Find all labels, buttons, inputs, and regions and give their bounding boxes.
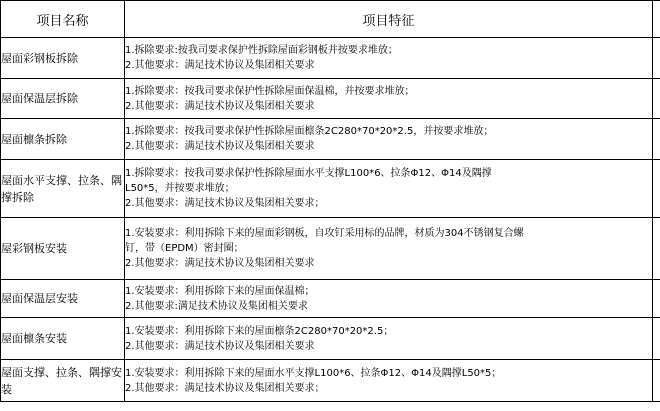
- item-name-cell[interactable]: 屋面檩条拆除: [1, 119, 125, 160]
- table-row: [1, 160, 660, 218]
- empty-cell[interactable]: [653, 79, 660, 119]
- table-row: [1, 38, 660, 79]
- item-feature-cell[interactable]: [125, 360, 653, 402]
- item-name-cell[interactable]: 屋面保温层拆除: [1, 79, 125, 119]
- item-feature-cell[interactable]: [125, 318, 653, 360]
- feature-line: 2.其他要求：满足技术协议及集团相关要求: [125, 60, 315, 71]
- item-feature-cell[interactable]: [125, 218, 653, 280]
- feature-line: 1.安装要求：利用拆除下来的屋面檩条2C280*70*20*2.5；: [125, 325, 394, 337]
- feature-line: 1.拆除要求：按我司要求保护性拆除屋面檩条2C280*70*20*2.5，并按要求堆放；: [125, 126, 494, 137]
- table-row: [1, 318, 660, 360]
- empty-cell[interactable]: [653, 160, 660, 218]
- empty-cell[interactable]: [653, 360, 660, 402]
- feature-line: 钉，带（EPDM）密封圈；: [125, 243, 244, 254]
- table-row: [1, 360, 660, 402]
- header-row: [1, 1, 660, 38]
- feature-line: 1.拆除要求：按我司要求保护性拆除屋面保温棉，并按要求堆放；: [125, 85, 415, 97]
- table-row: [1, 280, 660, 318]
- item-feature-cell[interactable]: [125, 119, 653, 160]
- feature-line: 2.其他要求：满足技术协议及集团相关要求: [125, 141, 315, 152]
- item-feature-cell[interactable]: [125, 79, 653, 119]
- item-feature-cell[interactable]: [125, 160, 653, 218]
- empty-cell[interactable]: [653, 1, 660, 38]
- table-row: [1, 119, 660, 160]
- table-row: [1, 218, 660, 280]
- feature-line: L50*5，并按要求堆放；: [125, 183, 235, 194]
- empty-cell[interactable]: [653, 318, 660, 360]
- item-name-cell[interactable]: 屋面彩钢板拆除: [1, 38, 125, 79]
- header-cell-name[interactable]: 项目名称: [1, 1, 125, 38]
- feature-line: 2.其他要求：满足技术协议及集团相关要求: [125, 340, 315, 352]
- feature-line: 1.安装要求：利用拆除下来的屋面彩钢板，自攻钉采用标的品牌，材质为304不锈钢复合螺: [125, 228, 524, 239]
- item-name-cell[interactable]: 屋面保温层安装: [1, 280, 125, 318]
- item-feature-cell[interactable]: [125, 38, 653, 79]
- table-row: [1, 79, 660, 119]
- feature-line: 2.其他要求：满足技术协议及集团相关要求；: [125, 382, 325, 394]
- feature-line: 1.安装要求：利用拆除下来的屋面保温棉；: [125, 285, 315, 297]
- feature-line: 2.其他要求：满足技术协议及集团相关要求: [125, 258, 315, 269]
- empty-cell[interactable]: [653, 119, 660, 160]
- item-name-cell[interactable]: 屋面支撑、拉条、隅撑安装: [1, 360, 125, 402]
- feature-line: 2.其他要求：满足技术协议及集团相关要求: [125, 100, 315, 112]
- header-cell-feature[interactable]: 项目特征: [125, 1, 653, 38]
- item-name-cell[interactable]: 屋面水平支撑、拉条、隅撑拆除: [1, 160, 125, 218]
- feature-line: 1.拆除要求:按我司要求保护性拆除屋面彩钢板并按要求堆放；: [125, 45, 398, 56]
- feature-line: 2.其他要求：满足技术协议及集团相关要求；: [125, 198, 325, 209]
- empty-cell[interactable]: [653, 280, 660, 318]
- feature-line: 1.拆除要求：按我司要求保护性拆除屋面水平支撑L100*6、拉条Φ12、Φ14及隅撑: [125, 168, 492, 179]
- feature-line: 1.安装要求：利用拆除下来的屋面水平支撑L100*6、拉条Φ12、Φ14及隅撑L50*5；: [125, 367, 502, 379]
- feature-line: 2.其他要求:满足技术协议及集团相关要求: [125, 300, 308, 312]
- item-feature-cell[interactable]: [125, 280, 653, 318]
- item-name-cell[interactable]: 屋面檩条安装: [1, 318, 125, 360]
- empty-cell[interactable]: [653, 38, 660, 79]
- empty-cell[interactable]: [653, 218, 660, 280]
- item-name-cell[interactable]: 屋彩钢板安装: [1, 218, 125, 280]
